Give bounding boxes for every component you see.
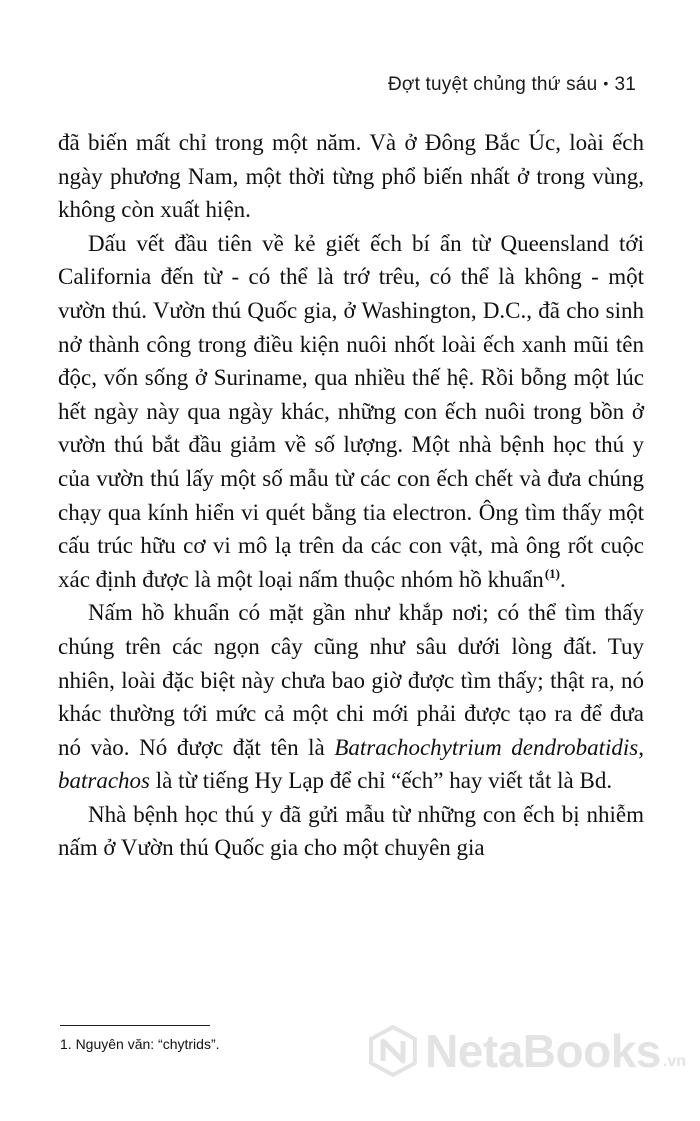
page-number: 31 xyxy=(614,74,636,95)
paragraph-2 xyxy=(58,227,644,597)
body-text xyxy=(58,126,644,865)
watermark-tld: .vn xyxy=(662,1053,686,1070)
watermark-brand: NetaBooks xyxy=(425,1025,661,1077)
paragraph-3 xyxy=(58,596,644,798)
paragraph-2-text: Dấu vết đầu tiên về kẻ giết ếch bí ẩn từ Queensland tới California đến từ - có thể là trớ trêu, có thể là không - một vườn thú. Vườn thú Quốc gia, ở Washington, D.C., đã cho sinh nở thành công trong điều kiện nuôi nhốt loài ếch xanh mũi tên độc, vốn sống ở Suriname, qua nhiều thế hệ. Rồi bỗng một lúc hết ngày này qua ngày khác, những con ếch nuôi trong bồn ở vườn thú bắt đầu giảm về số lượng. Một nhà bệnh học thú y của vườn thú lấy một số mẫu từ các con ếch chết và đưa chúng chạy qua kính hiển vi quét bằng tia electron. Ông tìm thấy một cấu trúc hữu cơ vi mô lạ trên da các con vật, mà ông rốt cuộc xác định được là một loại nấm thuộc nhóm hồ khuẩn xyxy=(58,230,644,592)
footnote: 1. Nguyên văn: “chytrids”. xyxy=(60,1036,220,1052)
paragraph-1: đã biến mất chỉ trong một năm. Và ở Đông Bắc Úc, loài ếch ngày phương Nam, một thời từng phổ biến nhất ở trong vùng, không còn xuất hiện. xyxy=(58,130,644,223)
netabooks-logo-icon xyxy=(367,1025,419,1077)
greek-term: batrachos xyxy=(58,768,150,794)
species-name: Batrachochytrium dendrobatidis xyxy=(334,734,639,760)
paragraph-3-mid: , xyxy=(638,734,644,760)
running-title: Đợt tuyệt chủng thứ sáu xyxy=(388,74,598,95)
footnote-divider xyxy=(60,1025,210,1026)
running-header xyxy=(388,74,636,96)
footnote-reference: (1) xyxy=(544,565,560,581)
paragraph-4: Nhà bệnh học thú y đã gửi mẫu từ những con ếch bị nhiễm nấm ở Vườn thú Quốc gia cho một chuyên gia xyxy=(58,801,644,861)
header-separator: • xyxy=(603,75,609,91)
paragraph-2-end: . xyxy=(559,566,566,592)
watermark xyxy=(367,1025,686,1077)
paragraph-3-end: là từ tiếng Hy Lạp để chỉ “ếch” hay viết tắt là Bd. xyxy=(150,768,613,794)
paragraph-3-start: Nấm hồ khuẩn có mặt gần như khắp nơi; có thể tìm thấy chúng trên các ngọn cây cũng như sâu dưới lòng đất. Tuy nhiên, loài đặc biệt này chưa bao giờ được tìm thấy; thật ra, nó khác thường tới mức cả một chi mới phải được tạo ra để đưa nó vào. Nó được đặt tên là xyxy=(58,600,644,760)
